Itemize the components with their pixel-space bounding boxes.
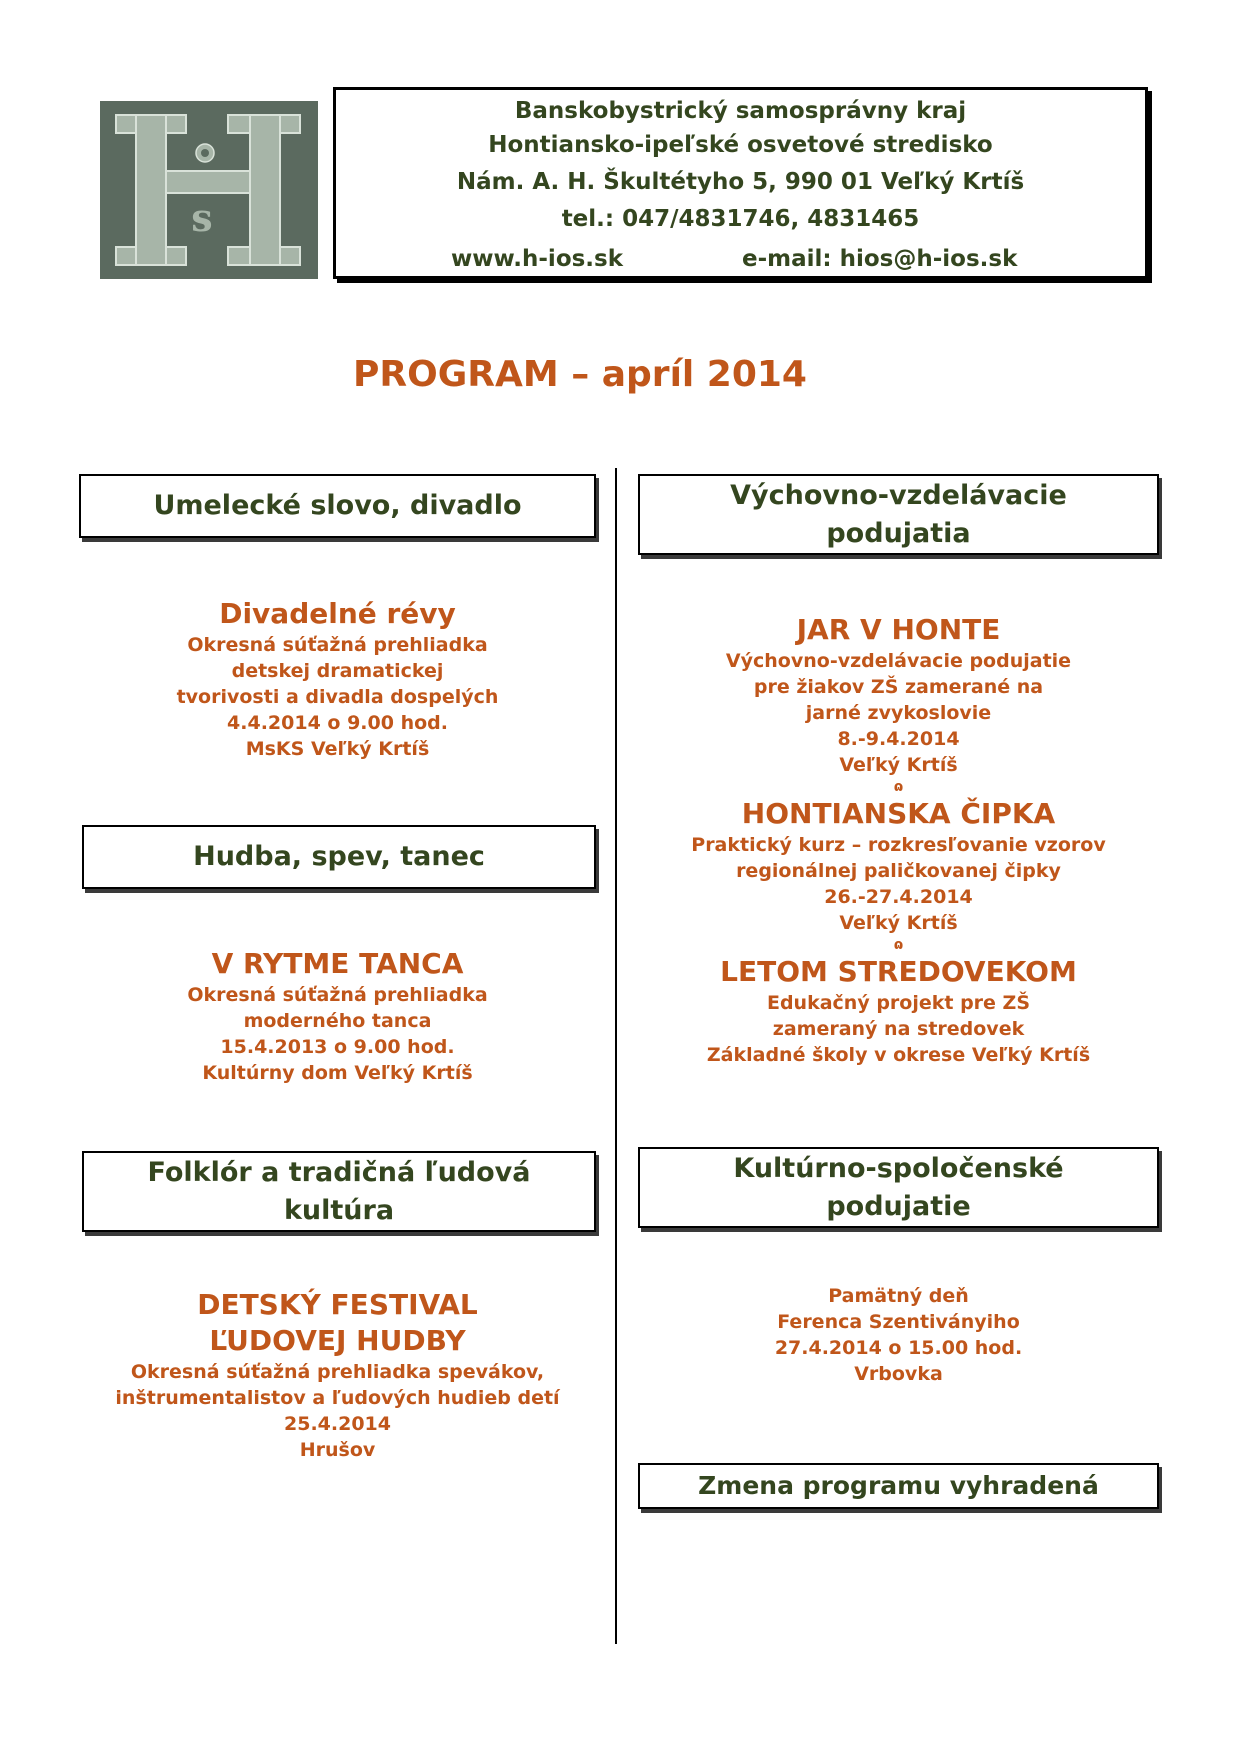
header-address: Nám. A. H. Škultétyho 5, 990 01 Veľký Krtíš <box>456 169 1025 195</box>
event-line: zameraný na stredovek <box>772 1018 1025 1040</box>
event-line: detskej dramatickej <box>231 660 444 682</box>
ornament-separator-icon: ɷ <box>893 779 904 795</box>
event-divadelne-revy <box>79 596 596 762</box>
event-title: V RYTME TANCA <box>211 947 464 980</box>
event-title-line1: DETSKÝ FESTIVAL <box>197 1288 478 1321</box>
section-folklor <box>82 1151 596 1232</box>
event-date: 4.4.2014 o 9.00 hod. <box>227 712 448 734</box>
event-line: Ferenca Szentiványiho <box>777 1311 1020 1333</box>
event-line: Edukačný projekt pre ZŠ <box>766 992 1031 1014</box>
event-title-line2: ĽUDOVEJ HUDBY <box>209 1324 466 1357</box>
page-title: PROGRAM – apríl 2014 <box>353 354 807 395</box>
event-pamatny-den <box>638 1283 1159 1387</box>
event-title: Pamätný deň <box>828 1285 969 1307</box>
event-v-rytme-tanca <box>79 946 596 1086</box>
event-line: moderného tanca <box>243 1010 432 1032</box>
event-title: JAR V HONTE <box>796 613 1001 646</box>
event-date: 25.4.2014 <box>284 1413 391 1435</box>
header-phone: tel.: 047/4831746, 4831465 <box>561 206 920 232</box>
column-divider <box>615 468 617 1644</box>
header-region: Banskobystrický samosprávny kraj <box>514 98 967 124</box>
event-line: Praktický kurz – rozkresľovanie vzorov <box>691 834 1106 856</box>
section-title-line2: podujatie <box>826 1190 971 1222</box>
section-title-line2: kultúra <box>283 1194 395 1226</box>
header-email-link[interactable]: e-mail: hios@h-ios.sk <box>742 246 1018 272</box>
event-venue: Vrbovka <box>854 1363 943 1385</box>
section-hudba-spev-tanec <box>82 825 596 889</box>
svg-text:s: s <box>191 195 213 240</box>
header-website-link[interactable]: www.h-ios.sk <box>451 246 624 272</box>
section-title-line1: Kultúrno-spoločenské <box>733 1152 1064 1184</box>
event-title: HONTIANSKA ČIPKA <box>741 797 1056 830</box>
event-venue: Kultúrny dom Veľký Krtíš <box>202 1062 473 1084</box>
event-venue: Veľký Krtíš <box>839 754 958 776</box>
header-organization: Hontiansko-ipeľské osvetové stredisko <box>488 132 993 158</box>
event-venue: Hrušov <box>299 1439 376 1461</box>
event-line: inštrumentalistov a ľudových hudieb detí <box>115 1387 560 1409</box>
event-line: Základné školy v okrese Veľký Krtíš <box>706 1044 1091 1066</box>
section-title: Umelecké slovo, divadlo <box>153 490 522 521</box>
notice-text: Zmena programu vyhradená <box>698 1471 1099 1500</box>
event-line: Okresná súťažná prehliadka <box>187 634 488 656</box>
section-title-line1: Výchovno-vzdelávacie <box>730 479 1067 511</box>
event-line: regionálnej paličkovanej čipky <box>736 860 1061 882</box>
event-detsky-festival <box>79 1287 596 1463</box>
section-title-line2: podujatia <box>826 517 971 549</box>
event-date: 26.-27.4.2014 <box>824 886 973 908</box>
event-venue: Veľký Krtíš <box>839 912 958 934</box>
event-jar-v-honte <box>638 612 1159 1068</box>
event-line: Okresná súťažná prehliadka spevákov, <box>130 1361 545 1383</box>
event-date: 27.4.2014 o 15.00 hod. <box>774 1337 1023 1359</box>
event-line: jarné zvykoslovie <box>805 702 992 724</box>
event-date: 8.-9.4.2014 <box>837 728 960 750</box>
section-title-line1: Folklór a tradičná ľudová <box>147 1156 531 1188</box>
section-title: Hudba, spev, tanec <box>193 841 485 872</box>
section-kulturno-spolocenske <box>638 1147 1159 1228</box>
event-title: Divadelné révy <box>219 597 456 630</box>
event-line: tvorivosti a divadla dospelých <box>176 686 499 708</box>
header-contact-box <box>333 87 1148 279</box>
event-line: Okresná súťažná prehliadka <box>187 984 488 1006</box>
event-date: 15.4.2013 o 9.00 hod. <box>220 1036 455 1058</box>
section-umelecke-slovo <box>79 474 596 538</box>
ornament-separator-icon: ɷ <box>893 937 904 953</box>
event-line: pre žiakov ZŠ zamerané na <box>753 676 1044 698</box>
section-vychovno-vzdelavacie <box>638 474 1159 555</box>
event-line: Výchovno-vzdelávacie podujatie <box>725 650 1072 672</box>
event-title: LETOM STREDOVEKOM <box>720 955 1077 988</box>
notice-program-change <box>638 1463 1159 1509</box>
hios-logo <box>100 101 318 279</box>
event-venue: MsKS Veľký Krtíš <box>245 738 430 760</box>
